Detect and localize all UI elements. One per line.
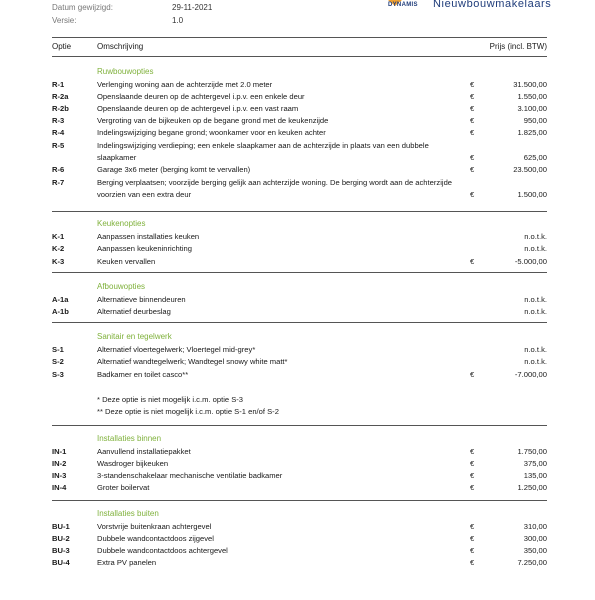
currency-symbol: €: [470, 483, 475, 492]
currency-symbol: €: [470, 257, 475, 266]
option-description: Aanpassen installaties keuken: [97, 232, 200, 241]
option-description: Alternatieve binnendeuren: [97, 295, 186, 304]
option-code: IN-4: [52, 483, 67, 492]
section-divider: [52, 425, 547, 426]
option-description: Alternatief deurbeslag: [97, 307, 171, 316]
option-code: BU-2: [52, 534, 70, 543]
section-title: Keukenopties: [97, 219, 146, 228]
option-description: Groter boilervat: [97, 483, 150, 492]
option-description: Garage 3x6 meter (berging komt te vervallen): [97, 165, 251, 174]
column-header-option: Optie: [52, 42, 72, 51]
option-price: 350,00: [523, 546, 547, 555]
option-description: Dubbele wandcontactdoos achtergevel: [97, 546, 228, 555]
section-title: Afbouwopties: [97, 282, 146, 291]
option-price: 1.825,00: [517, 128, 547, 137]
option-code: A-1b: [52, 307, 69, 316]
option-description: Vorstvrije buitenkraan achtergevel: [97, 522, 212, 531]
version-field: [52, 16, 184, 25]
option-price: n.o.t.k.: [524, 244, 547, 253]
option-price: n.o.t.k.: [524, 357, 547, 366]
option-description: Verlenging woning aan de achterzijde met 2.0 meter: [97, 80, 273, 89]
currency-symbol: €: [470, 80, 475, 89]
currency-symbol: €: [470, 190, 475, 199]
option-description: Vergroting van de bijkeuken op de begane grond met de keukenzijde: [97, 116, 329, 125]
version-label: Versie:: [52, 16, 77, 25]
column-header-price: Prijs (incl. BTW): [489, 42, 547, 51]
section-title: Ruwbouwopties: [97, 67, 154, 76]
option-code: R-5: [52, 141, 65, 150]
section-divider: [52, 500, 547, 501]
option-code: K-2: [52, 244, 65, 253]
table-row: [52, 140, 547, 164]
option-description: Indelingswijziging begane grond; woonkamer voor en keuken achter: [97, 128, 326, 137]
currency-symbol: €: [470, 447, 475, 456]
option-description: Extra PV panelen: [97, 558, 157, 567]
currency-symbol: €: [470, 104, 475, 113]
option-price: 7.250,00: [517, 558, 547, 567]
currency-symbol: €: [470, 471, 475, 480]
option-code: R-1: [52, 80, 65, 89]
logo-brand-name: Nieuwbouwmakelaars: [433, 0, 552, 10]
option-code: R-4: [52, 128, 65, 137]
option-price: 1.550,00: [517, 92, 547, 101]
option-code: IN-2: [52, 459, 67, 468]
currency-symbol: €: [470, 165, 475, 174]
option-price: 23.500,00: [513, 165, 547, 174]
option-description: Indelingswijziging verdieping; een enkele slaapkamer aan de achterzijde in plaats van een dubbele slaapkamer: [97, 141, 429, 162]
footnote: ** Deze optie is niet mogelijk i.c.m. optie S-1 en/of S-2: [97, 407, 279, 416]
option-description: Alternatief wandtegelwerk; Wandtegel snowy white matt*: [97, 357, 288, 366]
option-price: n.o.t.k.: [524, 295, 547, 304]
currency-symbol: €: [470, 116, 475, 125]
section-divider: [52, 272, 547, 273]
header-bottom-divider: [52, 56, 547, 57]
option-description: Openslaande deuren op de achtergevel i.p.v. een vast raam: [97, 104, 299, 113]
option-price: 31.500,00: [513, 80, 547, 89]
option-code: R-3: [52, 116, 65, 125]
option-price: n.o.t.k.: [524, 307, 547, 316]
option-description: Badkamer en toilet casco**: [97, 370, 189, 379]
option-price: 625,00: [523, 153, 547, 162]
option-price: -7.000,00: [514, 370, 547, 379]
option-code: R-2b: [52, 104, 69, 113]
option-price: 1.250,00: [517, 483, 547, 492]
section-divider: [52, 322, 547, 323]
option-code: IN-1: [52, 447, 67, 456]
option-price: 3.100,00: [517, 104, 547, 113]
currency-symbol: €: [470, 370, 475, 379]
option-price: 950,00: [523, 116, 547, 125]
option-description: Wasdroger bijkeuken: [97, 459, 169, 468]
option-code: S-3: [52, 370, 64, 379]
header-top-divider: [52, 37, 547, 38]
logo-brand-small: DYNAMIS: [388, 2, 418, 8]
option-price: 300,00: [523, 534, 547, 543]
currency-symbol: €: [470, 522, 475, 531]
option-description: 3-standenschakelaar mechanische ventilatie badkamer: [97, 471, 283, 480]
currency-symbol: €: [470, 534, 475, 543]
option-code: K-1: [52, 232, 65, 241]
section-title: Installaties buiten: [97, 509, 159, 518]
option-description: Alternatief vloertegelwerk; Vloertegel mid-grey*: [97, 345, 256, 354]
option-price: 1.500,00: [517, 190, 547, 199]
option-description: Aanvullend installatiepakket: [97, 447, 191, 456]
date-changed-value: 29-11-2021: [172, 3, 213, 12]
currency-symbol: €: [470, 558, 475, 567]
table-row: [52, 177, 547, 201]
currency-symbol: €: [470, 153, 475, 162]
option-code: BU-1: [52, 522, 70, 531]
option-code: S-2: [52, 357, 64, 366]
option-price: 310,00: [523, 522, 547, 531]
option-description: Openslaande deuren op de achtergevel i.p.v. een enkele deur: [97, 92, 305, 101]
option-price: -5.000,00: [514, 257, 547, 266]
currency-symbol: €: [470, 546, 475, 555]
currency-symbol: €: [470, 128, 475, 137]
section-divider: [52, 211, 547, 212]
option-code: R-6: [52, 165, 65, 174]
option-description: Dubbele wandcontactdoos zijgevel: [97, 534, 214, 543]
section-title: Sanitair en tegelwerk: [97, 332, 172, 341]
option-code: R-7: [52, 178, 65, 187]
option-code: R-2a: [52, 92, 69, 101]
section-title: Installaties binnen: [97, 434, 162, 443]
currency-symbol: €: [470, 459, 475, 468]
option-code: BU-4: [52, 558, 70, 567]
option-price: n.o.t.k.: [524, 232, 547, 241]
option-code: BU-3: [52, 546, 70, 555]
option-price: 135,00: [523, 471, 547, 480]
option-description: Berging verplaatsen; voorzijde berging gelijk aan achterzijde woning. De berging wordt aan de achterzijde voorzien van een extra deur: [97, 178, 453, 199]
option-price: 375,00: [523, 459, 547, 468]
column-header-description: Omschrijving: [97, 42, 144, 51]
option-description: Aanpassen keukeninrichting: [97, 244, 192, 253]
currency-symbol: €: [470, 92, 475, 101]
option-price: n.o.t.k.: [524, 345, 547, 354]
option-price: 1.750,00: [517, 447, 547, 456]
column-header-row: [52, 42, 547, 52]
option-code: A-1a: [52, 295, 69, 304]
footnote: * Deze optie is niet mogelijk i.c.m. optie S-3: [97, 395, 244, 404]
option-code: S-1: [52, 345, 64, 354]
company-logo: [388, 0, 552, 14]
option-code: IN-3: [52, 471, 67, 480]
date-changed-label: Datum gewijzigd:: [52, 3, 113, 12]
option-code: K-3: [52, 257, 65, 266]
date-changed-field: [52, 3, 213, 12]
version-value: 1.0: [172, 16, 184, 25]
option-description: Keuken vervallen: [97, 257, 156, 266]
